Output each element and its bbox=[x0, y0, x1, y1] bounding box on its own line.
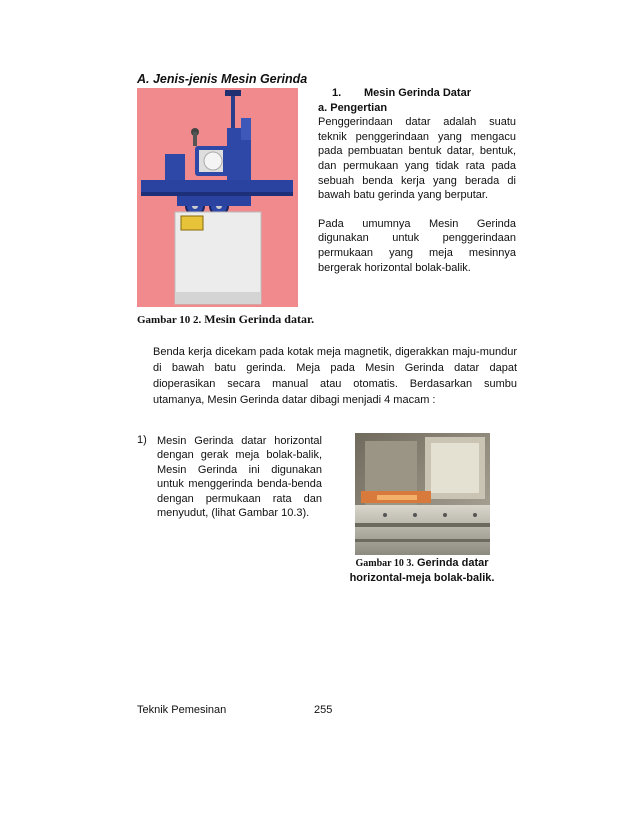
subheading-1-number: 1. bbox=[332, 87, 342, 99]
figure1-caption bbox=[137, 312, 314, 327]
right-column bbox=[318, 86, 516, 275]
figure1-caption-text: Mesin Gerinda datar. bbox=[201, 312, 315, 326]
subheading-a: a. Pengertian bbox=[318, 101, 388, 114]
list-item-number: 1) bbox=[137, 434, 147, 446]
figure2-caption-prefix: Gambar 10 3. bbox=[355, 558, 414, 569]
body-paragraph: Benda kerja dicekam pada kotak meja magnetik, digerakkan maju-mundur di bawah batu gerinda. Meja pada Mesin Gerinda datar dapat dioperasikan secara manual atau otomatis. Berdasarkan sumbu utamanya, Mesin Gerinda datar dibagi menjadi 4 macam : bbox=[153, 346, 517, 406]
subheading-1-title: Mesin Gerinda Datar bbox=[364, 87, 471, 99]
figure2-caption-line1: Gerinda datar bbox=[413, 557, 489, 569]
right-paragraph-2: Pada umumnya Mesin Gerinda digunakan untuk penggerindaan permukaan yang meja mesinnya bergerak horizontal bolak-balik. bbox=[318, 217, 516, 274]
figure2-caption-line2: horizontal-meja bolak-balik. bbox=[349, 572, 495, 584]
right-paragraph-1: Penggerindaan datar adalah suatu teknik penggerindaan yang mengacu pada pembuatan bentuk datar, bentuk, dan permukaan yang tidak rata pada sebuah benda kerja yang berada di bawah batu gerinda yang berputar. bbox=[318, 116, 516, 202]
subheading-1 bbox=[318, 86, 516, 101]
page-number: 255 bbox=[314, 704, 333, 716]
figure2-caption bbox=[336, 556, 508, 586]
figure-horizontal-grinder-image bbox=[355, 433, 490, 555]
figure-surface-grinder-image bbox=[137, 88, 298, 307]
list-item-text: Mesin Gerinda datar horizontal dengan gerak meja bolak-balik, Mesin Gerinda ini digunakan untuk menggerinda benda-benda dengan permukaan rata dan menyudut, (lihat Gambar 10.3). bbox=[157, 435, 322, 520]
section-heading: A. Jenis-jenis Mesin Gerinda bbox=[137, 72, 308, 86]
figure1-caption-prefix: Gambar 10 2. bbox=[137, 314, 202, 326]
footer-title: Teknik Pemesinan bbox=[137, 704, 227, 716]
